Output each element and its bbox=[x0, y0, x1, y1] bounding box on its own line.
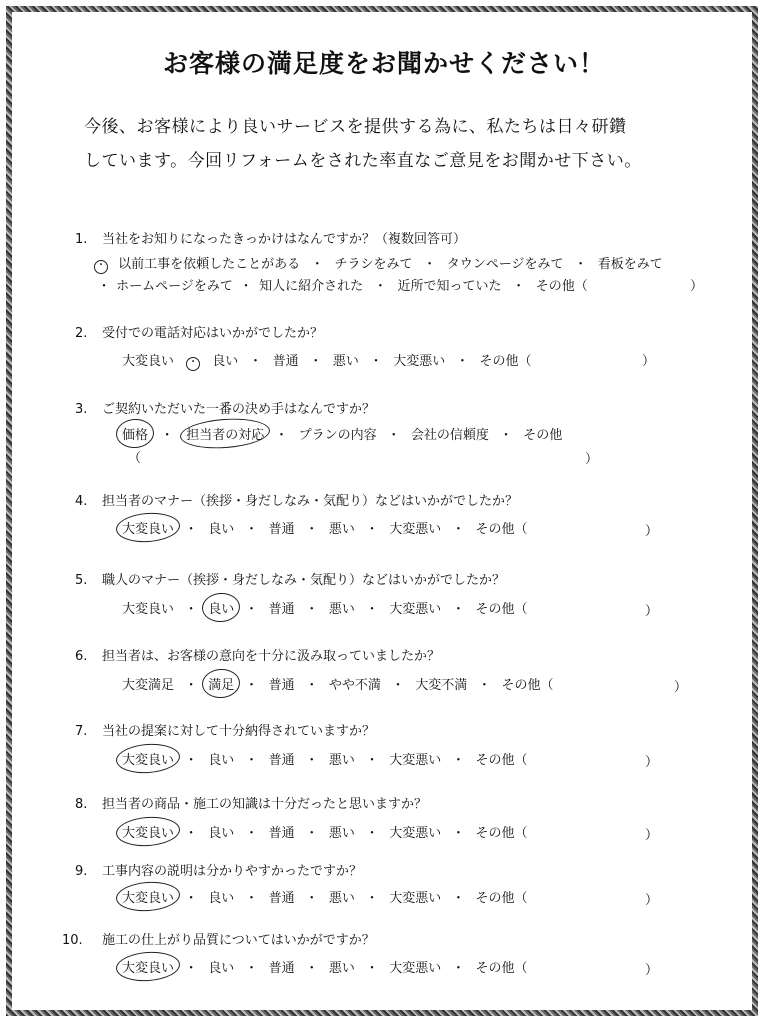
option-price[interactable]: 価格 bbox=[122, 424, 148, 443]
question-1 bbox=[75, 228, 466, 247]
option-good[interactable]: 良い bbox=[208, 891, 235, 906]
survey-page: お客様の満足度をお聞かせください！ 今後、お客様により良いサービスを提供する為に、私たちは日々研鑽 しています。今回リフォームをされた率直なご意見をお聞かせ下さい。 1. 当社をお知りになったきっかけはなんですか？（複数回答可） ・ 以前工事を依頼したことがある ・ チラシをみて ・ タウンページをみて ・ 看板をみて ・ ホームページをみて ・ 知人に紹介された ・ 近所で知っていた ・ その他（ ） 2. 受付での電話対応はいかがでしたか？ 大変良い ・ 良い ・ 普通 ・ 悪い ・ 大変悪い ・ その他（ ） 3. ご契約いただいた一番の決め手はなんですか？ 価格 ・ 担当者の対応 ・ プランの内容 ・ 会社の信頼度 ・ その他 （ ） 4. 担当者のマナー（挨拶・身だしなみ・気配り）などはいかがでしたか？ 大変良い ・ 良い ・ 普通 ・ 悪い ・ 大変悪い ・ その他（ ） 5. 職人のマナー（挨拶・身だしなみ・気配り）などはいかがでしたか？ 大変良い ・ 良い ・ 普通 ・ 悪い ・ 大変悪い ・ その他（ ） 6. 担当者は、お客様の意向を十分に汲み取っていましたか？ 大変満足 ・ 満足 ・ 普通 ・ やや不満 ・ 大変不満 ・ その他（ ） 7. 当社の提案に対して十分納得されていますか？ 大変良い ・ 良い ・ 普通 ・ 悪い ・ 大変悪い ・ その他（ ） 8. 担当者の商品・施工の知識は十分だったと思いますか？ 大変良い ・ 良い ・ 普通 ・ 悪い ・ 大変悪い ・ その他（ ） 9. 工事内容の説明は分かりやすかったですか？ 大変良い ・ 良い ・ 普通 ・ 悪い ・ 大変悪い ・ その他（ ） 10. 施工の仕上がり品質についてはいかがですか？ 大変良い ・ 良い ・ 普通 ・ 悪い ・ 大変悪い ・ その他（ ） bbox=[0, 0, 768, 1024]
option-good[interactable]: 良い bbox=[208, 961, 235, 976]
option-very-good[interactable]: 大変良い bbox=[122, 354, 175, 369]
option-other[interactable]: その他（ bbox=[475, 602, 528, 617]
option-good[interactable]: 良い bbox=[212, 354, 239, 369]
question-9: 9. 工事内容の説明は分かりやすかったですか？ bbox=[75, 864, 363, 879]
q4-options: 大変良い ・ 良い ・ 普通 ・ 悪い ・ 大変悪い ・ その他（ bbox=[122, 518, 528, 537]
q1-other-close: ） bbox=[690, 279, 704, 294]
question-3: 3. ご契約いただいた一番の決め手はなんですか？ bbox=[75, 402, 376, 417]
option-good[interactable]: 良い bbox=[208, 826, 235, 841]
option-very-satisfied[interactable]: 大変満足 bbox=[122, 678, 175, 693]
option-signboard[interactable]: 看板をみて bbox=[597, 257, 663, 272]
option-other[interactable]: その他（ bbox=[475, 891, 528, 906]
option-other[interactable]: その他（ bbox=[501, 678, 554, 693]
option-very-bad[interactable]: 大変悪い bbox=[389, 961, 442, 976]
option-bad[interactable]: 悪い bbox=[328, 826, 355, 841]
q8-options: 大変良い ・ 良い ・ 普通 ・ 悪い ・ 大変悪い ・ その他（ bbox=[122, 822, 528, 841]
option-bad[interactable]: 悪い bbox=[328, 961, 355, 976]
option-very-bad[interactable]: 大変悪い bbox=[389, 753, 442, 768]
option-past-work[interactable]: 以前工事を依頼したことがある bbox=[118, 257, 301, 272]
option-other[interactable]: その他（ bbox=[479, 354, 532, 369]
option-normal[interactable]: 普通 bbox=[272, 354, 299, 369]
option-bad[interactable]: 悪い bbox=[328, 891, 355, 906]
page-title: お客様の満足度をお聞かせください！ bbox=[162, 49, 605, 78]
option-flyer[interactable]: チラシをみて bbox=[334, 257, 413, 272]
option-normal[interactable]: 普通 bbox=[268, 522, 295, 537]
option-very-good[interactable]: 大変良い bbox=[122, 887, 174, 906]
option-referral[interactable]: 知人に紹介された bbox=[259, 279, 364, 294]
q10-options: 大変良い ・ 良い ・ 普通 ・ 悪い ・ 大変悪い ・ その他（ bbox=[122, 957, 528, 976]
q2-options: 大変良い ・ 良い ・ 普通 ・ 悪い ・ 大変悪い ・ その他（ bbox=[122, 350, 532, 371]
option-other[interactable]: その他（ bbox=[475, 753, 528, 768]
option-homepage[interactable]: ホームページをみて bbox=[116, 279, 233, 294]
option-slightly-dissatisfied[interactable]: やや不満 bbox=[328, 678, 381, 693]
option-very-good[interactable]: 大変良い bbox=[122, 518, 174, 537]
q7-options: 大変良い ・ 良い ・ 普通 ・ 悪い ・ 大変悪い ・ その他（ bbox=[122, 749, 528, 768]
q1-options-row1: ・ 以前工事を依頼したことがある ・ チラシをみて ・ タウンページをみて ・ 看板をみて bbox=[94, 253, 663, 274]
question-8: 8. 担当者の商品・施工の知識は十分だったと思いますか？ bbox=[75, 797, 428, 812]
option-very-bad[interactable]: 大変悪い bbox=[389, 891, 442, 906]
option-other[interactable]: その他（ bbox=[535, 279, 588, 294]
option-other[interactable]: その他 bbox=[523, 428, 563, 443]
question-7: 7. 当社の提案に対して十分納得されていますか？ bbox=[75, 724, 376, 739]
option-other[interactable]: その他（ bbox=[475, 961, 528, 976]
option-satisfied[interactable]: 満足 bbox=[208, 674, 234, 693]
option-normal[interactable]: 普通 bbox=[268, 961, 295, 976]
option-plan[interactable]: プランの内容 bbox=[298, 428, 377, 443]
option-normal[interactable]: 普通 bbox=[268, 602, 295, 617]
option-very-bad[interactable]: 大変悪い bbox=[393, 354, 446, 369]
intro-line-1: 今後、お客様により良いサービスを提供する為に、私たちは日々研鑽 bbox=[84, 117, 627, 137]
option-town-page[interactable]: タウンページをみて bbox=[446, 257, 564, 272]
question-number: 1. bbox=[75, 232, 88, 247]
option-very-bad[interactable]: 大変悪い bbox=[389, 602, 442, 617]
checked-bullet[interactable]: ・ bbox=[94, 260, 108, 274]
option-good[interactable]: 良い bbox=[208, 522, 235, 537]
option-very-bad[interactable]: 大変悪い bbox=[389, 522, 442, 537]
option-very-dissatisfied[interactable]: 大変不満 bbox=[415, 678, 468, 693]
checked-bullet[interactable]: ・ bbox=[186, 357, 200, 371]
question-2: 2. 受付での電話対応はいかがでしたか？ bbox=[75, 326, 324, 341]
question-4: 4. 担当者のマナー（挨拶・身だしなみ・気配り）などはいかがでしたか？ bbox=[75, 494, 519, 509]
intro-line-2: しています。今回リフォームをされた率直なご意見をお聞かせ下さい。 bbox=[84, 151, 642, 171]
option-very-good[interactable]: 大変良い bbox=[122, 602, 175, 617]
q6-options: 大変満足 ・ 満足 ・ 普通 ・ やや不満 ・ 大変不満 ・ その他（ bbox=[122, 674, 554, 693]
option-neighborhood[interactable]: 近所で知っていた bbox=[397, 279, 502, 294]
option-normal[interactable]: 普通 bbox=[268, 678, 295, 693]
option-good[interactable]: 良い bbox=[208, 753, 235, 768]
option-other[interactable]: その他（ bbox=[475, 522, 528, 537]
option-very-good[interactable]: 大変良い bbox=[122, 957, 174, 976]
option-very-good[interactable]: 大変良い bbox=[122, 822, 174, 841]
option-bad[interactable]: 悪い bbox=[328, 602, 355, 617]
option-trust[interactable]: 会社の信頼度 bbox=[410, 428, 489, 443]
option-staff-response[interactable]: 担当者の対応 bbox=[186, 424, 264, 443]
option-normal[interactable]: 普通 bbox=[268, 826, 295, 841]
option-bad[interactable]: 悪い bbox=[328, 522, 355, 537]
option-normal[interactable]: 普通 bbox=[268, 753, 295, 768]
q9-options: 大変良い ・ 良い ・ 普通 ・ 悪い ・ 大変悪い ・ その他（ bbox=[122, 887, 528, 906]
q1-options-row2: ・ ホームページをみて ・ 知人に紹介された ・ 近所で知っていた ・ その他（ bbox=[96, 275, 588, 294]
question-5: 5. 職人のマナー（挨拶・身だしなみ・気配り）などはいかがでしたか？ bbox=[75, 573, 506, 588]
option-good[interactable]: 良い bbox=[208, 598, 234, 617]
option-bad[interactable]: 悪い bbox=[328, 753, 355, 768]
q5-options: 大変良い ・ 良い ・ 普通 ・ 悪い ・ 大変悪い ・ その他（ bbox=[122, 598, 528, 617]
option-other[interactable]: その他（ bbox=[475, 826, 528, 841]
option-very-good[interactable]: 大変良い bbox=[122, 749, 174, 768]
question-10: 10. 施工の仕上がり品質についてはいかがですか？ bbox=[62, 933, 375, 948]
q3-options: 価格 ・ 担当者の対応 ・ プランの内容 ・ 会社の信頼度 ・ その他 bbox=[122, 424, 562, 443]
option-normal[interactable]: 普通 bbox=[268, 891, 295, 906]
option-bad[interactable]: 悪い bbox=[332, 354, 359, 369]
question-6: 6. 担当者は、お客様の意向を十分に汲み取っていましたか？ bbox=[75, 649, 441, 664]
option-very-bad[interactable]: 大変悪い bbox=[389, 826, 442, 841]
question-text: 当社をお知りになったきっかけはなんですか？（複数回答可） bbox=[102, 232, 467, 247]
